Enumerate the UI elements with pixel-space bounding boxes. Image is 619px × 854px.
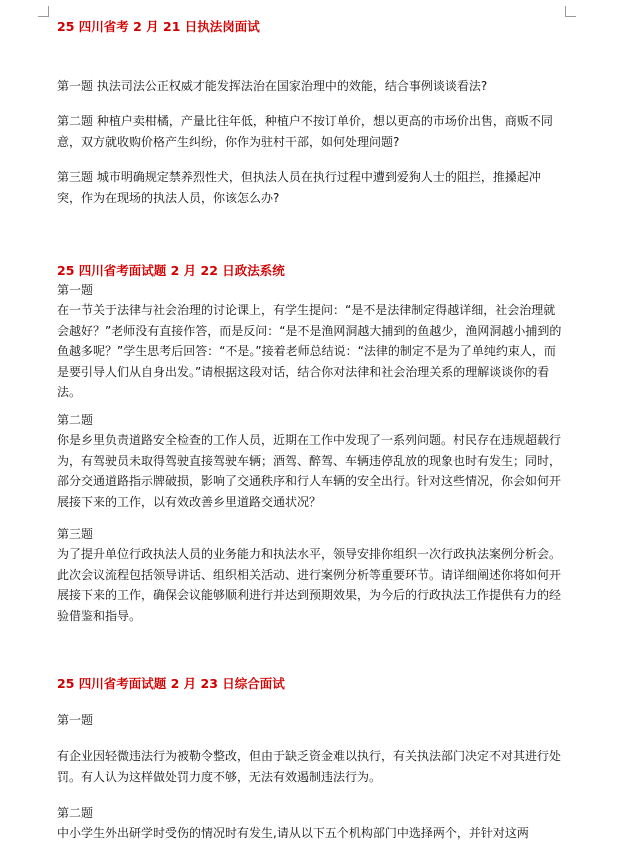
- section-title: 25 四川省考面试题 2 月 23 日综合面试: [57, 676, 285, 691]
- question-paragraph: [57, 76, 562, 97]
- question-label: 第二题: [57, 806, 94, 820]
- question-label: 第一题: [57, 713, 94, 727]
- question-text: 中小学生外出研学时受伤的情况时有发生,请从以下五个机构部门中选择两个，并针对这两: [57, 826, 529, 840]
- question-text: 第一题 执法司法公正权威才能发挥法治在国家治理中的效能，结合事例谈谈看法?: [57, 79, 488, 93]
- question-label: 第二题: [57, 413, 94, 427]
- question-text: 为了提升单位行政执法人员的业务能力和执法水平，领导安排你组织一次行政执法案例分析会。此次会议流程包括领导讲话、组织相关活动、进行案例分析等重要环节。请详细阐述你将如何开展接下来的工作，确保会议能够顺利进行并达到预期效果，为今后的行政执法工作提供有力的经验借鉴和指导。: [57, 547, 562, 623]
- section-title: 25 四川省考面试题 2 月 22 日政法系统: [57, 263, 285, 278]
- question-text: 在一节关于法律与社会治理的讨论课上，有学生提问：“是不是法律制定得越详细，社会治理就会越好？”老师没有直接作答，而是反问：“是不是渔网洞越大捕到的鱼越少，渔网洞越小捕到的鱼越多呢？”学生思考后回答：“不是。”接着老师总结说：“法律的制定不是为了单纯约束人，而是要引导人们从自身出发。”请根据这段对话，结合你对法律和社会治理关系的理解谈谈你的看法。: [57, 303, 562, 399]
- question-block: [57, 524, 562, 626]
- question-paragraph: [57, 167, 562, 208]
- question-text: 第三题 城市明确规定禁养烈性犬，但执法人员在执行过程中遭到爱狗人士的阻拦，推搡起冲突，作为在现场的执法人员，你该怎么办?: [57, 170, 541, 205]
- question-text: 你是乡里负责道路安全检查的工作人员，近期在工作中发现了一系列问题。村民存在违规超载行为，有驾驶员未取得驾驶直接驾驶车辆；酒驾、醉驾、车辆违停乱放的现象也时有发生；同时，部分交通道路指示牌破损，影响了交通秩序和行人车辆的安全出行。针对这些情况，你会如何开展接下来的工作，以有效改善乡里道路交通状况？: [57, 433, 562, 509]
- question-label: 第一题: [57, 283, 94, 297]
- question-block: [57, 410, 562, 512]
- question-paragraph: [57, 111, 562, 152]
- section-title: 25 四川省考 2 月 21 日执法岗面试: [57, 19, 260, 34]
- question-paragraph: [57, 746, 562, 787]
- question-block: [57, 710, 562, 730]
- crop-mark-top-left: [38, 6, 49, 17]
- question-label: 第三题: [57, 527, 94, 541]
- question-block: [57, 280, 562, 403]
- question-block: [57, 803, 562, 844]
- question-text: 有企业因轻微违法行为被勒令整改，但由于缺乏资金难以执行，有关执法部门决定不对其进行处罚。有人认为这样做处罚力度不够，无法有效遏制违法行为。: [57, 749, 562, 784]
- question-text: 第二题 种植户卖柑橘，产量比往年低，种植户不按订单价，想以更高的市场价出售，商贩不同意，双方就收购价格产生纠纷，你作为驻村干部，如何处理问题?: [57, 114, 553, 149]
- crop-mark-top-right: [565, 6, 576, 17]
